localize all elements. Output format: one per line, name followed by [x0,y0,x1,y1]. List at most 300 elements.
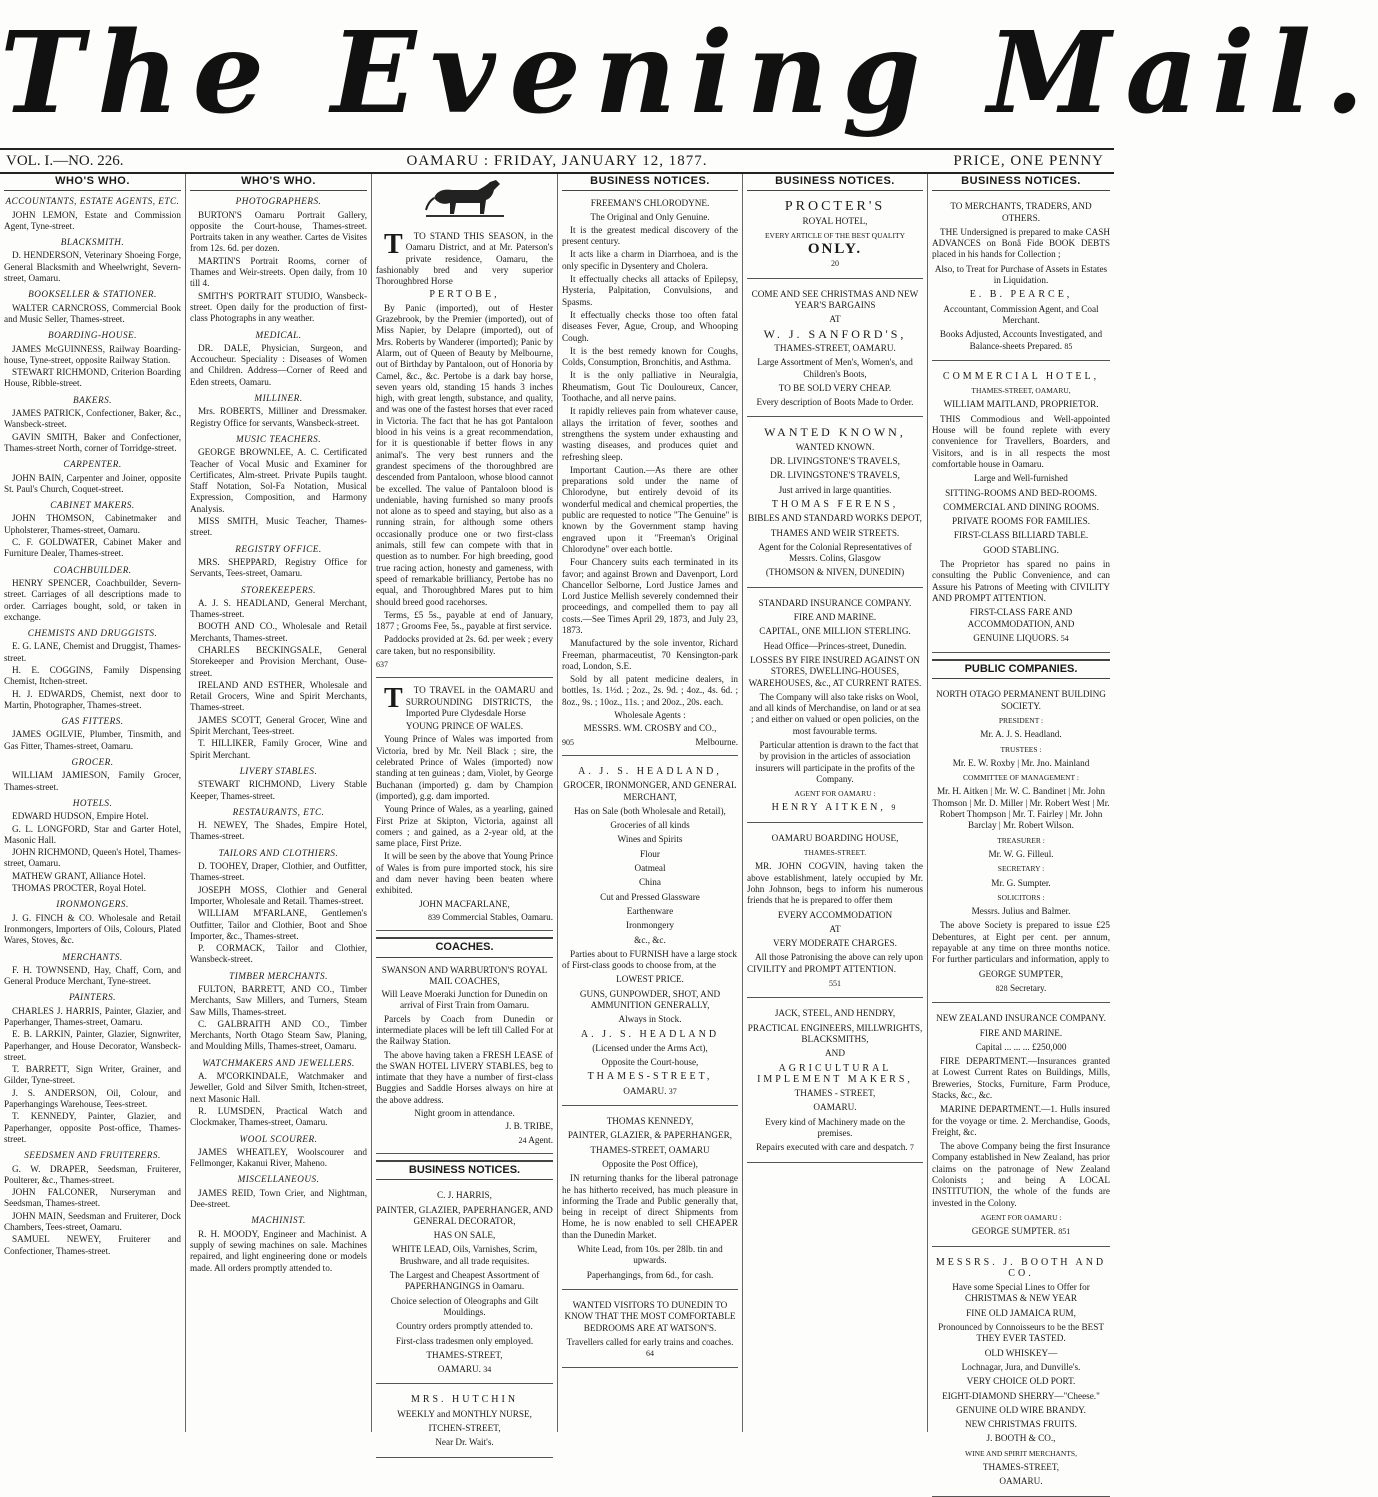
directory-entry: R. H. MOODY, Engineer and Machinist. A supply of sewing machines on sale. Machines repaired, and light engineering done or models made. All orders promptly attended to. [190,1228,367,1273]
directory-entry: JOHN FALCONER, Nurseryman and Seedsman, Thames-street. [4,1187,181,1209]
ad-line: Have some Special Lines to Offer for CHRISTMAS & NEW YEAR [952,1282,1090,1304]
ad-body: TO TRAVEL in the OAMARU and SURROUNDING DISTRICTS, the Imported Pure Clydesdale Horse [405,685,553,718]
drop-cap: T [384,229,403,260]
ad-line: NEW CHRISTMAS FRUITS. [965,1419,1077,1430]
directory-entry: C. F. GOLDWATER, Cabinet Maker and Furniture Dealer, Thames-street. [4,537,181,559]
directory-entry: D. TOOHEY, Draper, Clothier, and Outfitter, Thames-street. [190,861,367,883]
ad-key: 7 [909,1143,914,1153]
ad-body: WANTED VISITORS TO DUNEDIN TO KNOW THAT THE MOST COMFORTABLE BEDROOMS ARE AT WATSON'S. [564,1299,736,1333]
directory-entry: JAMES SCOTT, General Grocer, Wine and Spirit Merchant, Tees-street. [190,714,367,737]
office-label: TRUSTEES : [1000,744,1042,754]
ad-line: Every kind of Machinery made on the premises. [765,1116,905,1138]
signature: GEORGE SUMPTER, [978,968,1064,979]
ad-body: The above Company being the first Insurance Company established in New Zealand, has prior claims on the patronage of New Zealand Colonists ; and being A LOCAL INSTITUTION, the whole of the funds are invested in the Colony. [932,1141,1110,1208]
directory-list [190,196,367,1274]
trade-heading: TAILORS AND CLOTHIERS. [218,847,339,858]
directory-list [4,196,181,1257]
directory-entry: F. H. TOWNSEND, Hay, Chaff, Corn, and General Produce Merchant, Tyne-street. [4,964,181,987]
street: THAMES-STREET, [982,1462,1060,1473]
ad-title: TO MERCHANTS, TRADERS, AND OTHERS. [950,201,1092,223]
ad-line: Pronounced by Connoisseurs to be the BEST THEY EVER TASTED. [938,1322,1104,1344]
directory-entry: JAMES OGILVIE, Plumber, Tinsmith, and Gas Fitter, Thames-street, Oamaru. [4,729,181,751]
ad-chlorodyne [562,195,738,756]
ad-line: Parties about to FURNISH have a large stock of First-class goods to choose from, at the [562,948,737,971]
ad-paragraph: It is the greatest medical discovery of the present century. [562,224,738,247]
drop-cap: T [384,683,403,715]
directory-entry: D. HENDERSON, Veterinary Shoeing Forge, General Blacksmith and Wheelwright, Severn-street, Oamaru. [4,250,181,284]
ad-line: Country orders promptly attended to. [396,1321,533,1332]
terms: Terms, £5 5s., payable at end of January, 1877 ; Grooms Fee, 5s., payable at first service. [376,609,553,632]
ad-body: MR. JOHN COGVIN, having taken the above establishment, lately occupied by Mr. John Johnson, begs to inform his numerous friends that he is prepared to offer them [747,861,923,906]
agent-label: Agent. [528,1134,553,1145]
directory-entry: MRS. SHEPPARD, Registry Office for Servants, Tees-street, Oamaru. [190,556,367,579]
column-heading: BUSINESS NOTICES. [562,174,738,191]
directory-entry: CHARLES J. HARRIS, Painter, Glazier, and Paperhanger, Thames-street, Oamaru. [4,1005,181,1027]
trade-heading: PAINTERS. [69,992,116,1003]
ad-line: WHITE LEAD, Oils, Varnishes, Scrim, Brushware, and all trade requisites. [391,1244,538,1266]
ad-line: ITCHEN-STREET, [428,1423,501,1434]
directory-entry: HENRY SPENCER, Coachbuilder, Severn-street. Carriages of all descriptions made to order. Carriages bought, sold, or taken in exchange. [4,577,181,622]
ad-line: Also, to Treat for Purchase of Assets in Estates in Liquidation. [934,263,1108,286]
ad-line: First-class tradesmen only employed. [395,1335,534,1346]
amenity-line: GOOD STABLING. [983,544,1059,555]
amenities-list [932,473,1110,556]
goods-item: Cut and Pressed Glassware [600,891,700,902]
trade-heading: MEDICAL. [255,329,302,340]
directory-entry: T. HILLIKER, Family Grocer, Wine and Spirit Merchant. [190,738,367,760]
street: THAMES-STREET. [803,848,867,858]
prizes: Young Prince of Wales, as a yearling, gained First Prize at Skipton, Victoria, against all comers ; and gained, as a 2-year old, at the same place, First Prize. [376,804,553,849]
ad-line: FIRST-CLASS FARE AND ACCOMMODATION, AND [967,607,1075,629]
ad-subtitle: PAINTER, GLAZIER, & PAPERHANGER, [567,1130,733,1141]
ad-line: Every description of Boots Made to Order. [756,397,914,408]
ad-key: 54 [1060,633,1069,643]
ad-title: NORTH OTAGO PERMANENT BUILDING SOCIETY. [936,689,1106,711]
ad-key: 828 [995,983,1008,993]
amenity-line: Large and Well-furnished [974,473,1068,484]
directory-entry: JOHN MAIN, Seedsman and Fruiterer, Dock Chambers, Tees-street, Oamaru. [4,1210,181,1233]
amenity-line: PRIVATE ROOMS FOR FAMILIES. [951,516,1090,527]
goods-item: Flour [640,848,660,859]
horse-icon [420,176,510,226]
trade-heading: CARPENTER. [63,459,122,470]
agents-name: MESSRS. WM. CROSBY and CO., [583,723,717,734]
office-label: SOLICITORS : [997,892,1045,902]
directory-entry: J. G. FINCH & CO. Wholesale and Retail Ironmongers, Importers of Oils, Colours, Plated Wares, Stoves, &c. [4,912,181,946]
ad-kennedy [562,1110,738,1290]
signature: JOHN MACFARLANE, [419,898,510,909]
ad-subtitle: FIRE AND MARINE. [979,1027,1063,1038]
ad-key: 34 [483,1365,492,1375]
ad-paragraph: Sold by all patent medicine dealers, in bottles, 1s. 1½d. ; 2oz., 2s. 9d. ; 4oz., 4s. 6d. ; 8oz., 9s. ; 10oz., 11s. ; and 20oz., 20s. each. [562,674,738,707]
ad-procter [747,195,923,278]
ad-line: Will Leave Moeraki Junction for Dunedin on arrival of First Train from Oamaru. [381,989,548,1011]
ad-body: Particular attention is drawn to the fact that by provision in the articles of association insurers will participate in the profits of the Company. [755,739,919,784]
price: PRICE, ONE PENNY [953,153,1104,169]
ad-line: White Lead, from 10s. per 28lb. tin and upwards. [577,1244,723,1266]
directory-entry: JOSEPH MOSS, Clothier and General Importer, Wholesale and Retail. Thames-street. [190,884,367,906]
ad-title: JACK, STEEL, AND HENDRY, [774,1008,896,1019]
ad-line: DR. LIVINGSTONE'S TRAVELS, [770,470,900,481]
office-holder: Mr. H. Aitken | Mr. W. C. Bandinet | Mr. John Thomson | Mr. D. Miller | Mr. Robert West | Mr. Robert Thompson | Mr. T. Fairley | Mr. John Barclay | Mr. Robert Wilson. [932,786,1110,831]
amenity-line: FIRST-CLASS BILLIARD TABLE. [953,530,1089,541]
dateline [0,148,1114,174]
town: OAMARU. [999,1476,1043,1487]
goods-item: China [639,877,661,888]
ad-line: Near Dr. Wait's. [435,1437,494,1448]
ad-line: LOSSES BY FIRE INSURED AGAINST ON STORES, DWELLING-HOUSES, WAREHOUSES, &c., AT CURRENT RATES. [748,654,922,688]
seller-name: THOMAS FERENS, [771,498,899,510]
ad-line: Large Assortment of Men's, Women's, and Children's Boots, [757,357,913,379]
trade-heading: RESTAURANTS, ETC. [232,806,325,817]
ad-key: 851 [1058,1227,1071,1237]
ad-title: C. J. HARRIS, [437,1190,492,1201]
ad-line: WEEKLY and MONTHLY NURSE, [397,1408,532,1419]
ad-line: VERY MODERATE CHARGES. [773,938,897,949]
signature: E. B. PEARCE, [969,289,1073,301]
trade-heading: REGISTRY OFFICE. [235,543,322,554]
directory-entry: A. J. S. HEADLAND, General Merchant, Thames-street. [190,597,367,620]
ad-headland [562,760,738,1106]
directory-entry: BURTON'S Oamaru Portrait Gallery, opposite the Court-house, Thames-street. Portraits taken in any weather. Cartes de Visites from 12s. 6d. per dozen. [190,209,367,254]
ad-title: NEW ZEALAND INSURANCE COMPANY. [936,1013,1106,1024]
ad-commercial-hotel [932,365,1110,653]
amenity-line: SITTING-ROOMS AND BED-ROOMS. [945,487,1097,498]
trade-heading: BLACKSMITH. [60,237,125,248]
directory-entry: R. LUMSDEN, Practical Watch and Clockmaker, Thames-street, Oamaru. [190,1105,367,1128]
directory-entry: C. GALBRAITH AND CO., Timber Merchants, North Otago Steam Saw, Planing, and Moulding Mills, Thames-street, Oamaru. [190,1018,367,1052]
column-business-5 [742,174,927,1432]
directory-entry: FULTON, BARRETT, AND CO., Timber Merchants, Saw Millers, and Turners, Steam Saw Mills, Thames-street. [190,984,367,1017]
office-holder: Mr. G. Sumpter. [991,877,1051,888]
directory-entry: P. CORMACK, Tailor and Clothier, Wansbeck-street. [190,943,367,965]
trade-heading: CHEMISTS AND DRUGGISTS. [27,628,158,639]
ad-title: OAMARU BOARDING HOUSE, [771,832,899,843]
column-advertisements-3 [371,174,557,1448]
directory-entry: WALTER CARNCROSS, Commercial Book and Music Seller, Thames-street. [4,302,181,324]
ad-key: 64 [646,1349,654,1359]
ad-key: 24 [518,1135,527,1145]
ad-paragraph: It effectually checks all attacks of Epilepsy, Hysteria, Palpitation, Convulsions, and Spasms. [562,274,738,307]
ad-subtitle: ROYAL HOTEL, [802,215,868,226]
ad-line: COME AND SEE CHRISTMAS AND NEW YEAR'S BARGAINS [751,288,919,311]
directory-entry: E. B. LARKIN, Painter, Glazier, Signwriter, Paperhanger, and House Decorator, Wansbeck-street. [4,1029,181,1062]
town: OAMARU. [813,1102,857,1113]
ad-line: PAINTER, GLAZIER, PAPERHANGER, AND GENERAL DECORATOR, [376,1204,553,1226]
ad-body: All those Patronising the above can rely upon CIVILITY and PROMPT ATTENTION. [747,952,923,974]
ad-key: 905 [562,737,574,747]
office-label: SECRETARY : [997,864,1045,874]
section-heading-business: BUSINESS NOTICES. [376,1160,553,1180]
trade-heading: COACHBUILDER. [53,564,132,575]
directory-entry: WILLIAM JAMIESON, Family Grocer, Thames-street. [4,770,181,792]
town: OAMARU. [437,1364,481,1375]
trade-heading: CABINET MAKERS. [50,500,135,511]
ad-line: OLD WHISKEY— [984,1347,1058,1358]
ad-body: THIS Commodious and Well-appointed House will be found replete with every convenience for Travellers, Boarders, and Visitors, and is in all respects the most comfortable house in Oamaru. [932,413,1110,469]
ad-line: Travellers called for early trains and coaches. [566,1336,734,1347]
ad-title: PROCTER'S [784,199,886,215]
ad-key: 20 [831,259,839,269]
column-heading: BUSINESS NOTICES. [932,174,1110,191]
goods-item: Groceries of all kinds [610,820,690,831]
ad-body: The above Society is prepared to issue £25 Debentures, at Eight per cent. per annum, repayable at any time on three months notice. For further particulars and information, apply to [932,920,1110,965]
directory-entry: JOHN RICHMOND, Queen's Hotel, Thames-street, Oamaru. [4,847,181,869]
directory-entry: H. J. EDWARDS, Chemist, next door to Martin, Photographer, Thames-street. [4,688,181,710]
directory-entry: EDWARD HUDSON, Empire Hotel. [12,811,149,822]
trade-heading: BOARDING-HOUSE. [48,330,137,341]
address: Commercial Stables, Oamaru. [442,911,553,922]
ad-title: COMMERCIAL HOTEL, [942,370,1100,382]
ad-line: AND [825,1048,845,1059]
ad-line: Opposite the Court-house, [601,1057,699,1068]
signature: A. J. S. HEADLAND [580,1028,720,1040]
directory-entry: JOHN THOMSON, Cabinetmaker and Upholsterer, Thames-street, Oamaru. [4,513,181,535]
amenity-line: COMMERCIAL AND DINING ROOMS. [943,501,1099,512]
ad-line: BIBLES AND STANDARD WORKS DEPOT, [748,513,922,524]
trade-heading: IRONMONGERS. [56,899,129,910]
ad-young-prince [376,682,553,931]
ad-building-society [932,683,1110,1003]
directory-entry: CHARLES BECKINGSALE, General Storekeeper and Provision Merchant, Ouse-street. [190,644,367,678]
trade-heading: STOREKEEPERS. [241,584,316,595]
trade-heading: BOOKSELLER & STATIONER. [28,289,157,300]
office-holder: Mr. W. G. Filleul. [988,848,1054,859]
ad-pertobe [376,228,553,678]
ad-line: The Largest and Cheapest Assortment of PAPERHANGINGS in Oamaru. [389,1270,540,1292]
street: THAMES - STREET, [794,1088,876,1099]
ad-line: Books Adjusted, Accounts Investigated, and Balance-sheets Prepared. [939,329,1103,351]
goods-item: Ironmongery [626,920,674,931]
ad-line: AT [829,314,841,325]
directory-entry: MARTIN'S Portrait Rooms, corner of Thames and Weir-streets. Open daily, from 10 till 4. [190,255,367,289]
ad-paragraph: It is the only palliative in Neuralgia, Rheumatism, Gout Tic Douloureux, Cancer, Toothache, and all nerve pains. [562,370,738,404]
ad-paragraph: It acts like a charm in Diarrhoea, and is the only specific in Dysentery and Cholera. [562,249,738,271]
trade-heading: MILLINER. [254,393,303,404]
pedigree: By Panic (imported), out of Hester Grazebrook, by the Premier (imported), out of Miss Napier, by Delapre (imported), out of Mrs. Roberts by Wanderer (imported); Panic by Alarm, out of Queen of Beauty by Melbourne, out of Birthday by Pantaloon, out of Honoria by Camel, &c., &c. Pertobe is a dark bay horse, seven years old, standing 15 hands 3 inches high, with great length, substance, and quality, and was one of the fastest horses that ever raced in Victoria. The fact that he has got Pantaloon blood in his veins is a great recommendation, for it is questionable if better flows in any animal's. The very best runners and the grandest specimens of the thoroughbred are descended from Pantaloon, whose blood cannot be excelled. The value of Pantaloon blood is undeniable, having furnished so many proofs not alone as to speed and staying, but also as a running strain, for although some others occasionally produce one or two first-class animals, still few can compete with that in question as to number. For high breeding, good true racing action, honesty and gameness, with speed of remarkable brilliancy, Pertobe has no equal, and Thoroughbred Mares put to him should breed good racehorses. [376,302,553,607]
section-heading-coaches: COACHES. [376,937,553,957]
ad-paragraph: It is the best remedy known for Coughs, Colds, Consumption, Bronchitis, and Asthma. [562,345,738,368]
ad-line: Paperhangings, from 6d., for cash. [586,1269,714,1280]
ad-subtitle: The Original and Only Genuine. [590,211,710,222]
masthead [0,0,1378,148]
ad-key: 551 [829,979,841,989]
ad-subtitle: WANTED KNOWN. [795,441,875,452]
ad-line: Parcels by Coach from Dunedin or intermediate places will be left till Called For at the Railway Station. [376,1013,553,1047]
ad-title: WANTED KNOWN, [764,425,906,440]
ad-line: Head Office—Princes-street, Dunedin. [763,640,907,651]
ad-line: Always in Stock. [618,1014,682,1025]
directory-entry: T. BARRETT, Sign Writer, Grainer, and Gilder, Tyne-street. [4,1064,181,1086]
proprietor: WILLIAM MAITLAND, PROPRIETOR. [943,399,1099,410]
ad-body: The Company will also take risks on Wool, and all kinds of Merchandise, on land or at sea ; and either on valued or open policies, on the most favourable terms. [749,691,921,736]
ad-booth [932,1251,1110,1497]
ad-line: LOWEST PRICE. [616,974,684,985]
ad-line: HAS ON SALE, [433,1230,496,1241]
column-whos-who-2 [185,174,371,1432]
street: THAMES-STREET, OAMARU. [774,342,896,353]
ad-subtitle: GROCER, IRONMONGER, AND GENERAL MERCHANT, [563,780,737,802]
ad-line: Repairs executed with care and despatch. [756,1142,908,1153]
office-label: PRESIDENT : [998,715,1044,725]
ad-paragraph: Four Chancery suits each terminated in its favor; and against Brown and Davenport, Lord Chancellor Selborne, Lord Justice James and Lord Justice Mellish severely condemned their proceedings, and compelled them to pay all costs.—See Times April 29, 1873, and July 23, 1873. [562,557,738,635]
ad-line: GUNS, GUNPOWDER, SHOT, AND AMMUNITION GENERALLY, [579,988,721,1010]
ad-line: EVERY ARTICLE OF THE BEST QUALITY [764,230,906,240]
trade-heading: MACHINIST. [251,1215,306,1226]
ad-wanted-known [747,421,923,587]
trade-heading: LIVERY STABLES. [239,765,318,776]
ad-line: DR. LIVINGSTONE'S TRAVELS, [770,456,900,467]
section-heading-public: PUBLIC COMPANIES. [932,659,1110,679]
ad-merchants [932,195,1110,361]
directory-entry: STEWART RICHMOND, Livery Stable Keeper, Thames-street. [190,779,367,801]
ad-key: 85 [1064,341,1073,351]
ad-line: THAMES-STREET, [426,1349,503,1360]
directory-entry: H. E. COGGINS, Family Dispensing Chemist, Itchen-street. [4,664,181,687]
trade-heading: GAS FITTERS. [61,716,124,727]
ad-emphasis: ONLY. [807,241,863,258]
ad-body: THE Undersigned is prepared to make CASH ADVANCES on Bonâ Fide BOOK DEBTS placed in his hands for Collection ; [932,226,1110,260]
directory-entry: BOOTH AND CO., Wholesale and Retail Merchants, Thames-street. [190,621,367,643]
goods-item: Oatmeal [634,863,666,874]
volume-number: VOL. I.—NO. 226. [6,153,124,169]
directory-entry: Mrs. ROBERTS, Milliner and Dressmaker. Registry Office for servants, Wansbeck-street. [190,406,367,428]
column-heading: WHO'S WHO. [190,174,367,191]
ad-line: GENUINE LIQUORS. [973,632,1059,643]
ad-line: Has on Sale (both Wholesale and Retail), [574,805,726,816]
street: THAMES-STREET, OAMARU [590,1144,710,1155]
column-heading: BUSINESS NOTICES. [747,174,923,191]
directory-entry: WILLIAM M'FARLANE, Gentlemen's Outfitter, Tailor and Clothier, Boot and Shoe Importer, &c., Thames-street. [190,908,367,941]
ad-line: THAMES AND WEIR STREETS. [770,527,900,538]
ad-key: 637 [376,659,388,669]
directory-entry: THOMAS PROCTER, Royal Hotel. [12,883,146,894]
column-heading: WHO'S WHO. [4,174,181,191]
ad-watson [562,1294,738,1368]
trade-heading: WOOL SCOURER. [239,1133,318,1144]
trade-heading: MUSIC TEACHERS. [235,433,322,444]
directory-entry: JAMES McGUINNESS, Railway Boarding-house, Tyne-street, opposite Railway Station. [4,343,181,365]
ad-line: (THOMSON & NIVEN, DUNEDIN) [765,567,905,578]
ad-line: Lochnagar, Jura, and Dunville's. [961,1361,1081,1372]
column-business-6 [927,174,1114,1487]
ad-harris [376,1184,553,1384]
directory-entry: JAMES WHEATLEY, Woolscourer and Fellmonger, Kakanui River, Maheno. [190,1146,367,1169]
ad-title: THOMAS KENNEDY, [606,1116,694,1127]
ad-subtitle: FIRE AND MARINE. [793,612,877,623]
ad-line: Agent for the Colonial Representatives of Messrs. Colins, Glasgow [758,541,912,564]
ad-boarding-house [747,827,923,999]
agent-label: AGENT FOR OAMARU : [794,789,876,799]
goods-item: &c., &c. [634,934,666,945]
directory-entry: G. L. LONGFORD, Star and Garter Hotel, Masonic Hall. [4,823,181,845]
directory-entry: H. NEWEY, The Shades, Empire Hotel, Thames-street. [190,820,367,842]
trade-heading: SEEDSMEN AND FRUITERERS. [24,1150,161,1161]
ad-line: Capital ... ... ... £250,000 [975,1041,1067,1052]
ad-title: MRS. HUTCHIN [410,1394,519,1406]
office-holder: Messrs. Julius and Balmer. [971,906,1071,917]
column-business-4 [557,174,742,1432]
ad-title: A. J. S. HEADLAND, [578,765,722,777]
horse-name: PERTOBE, [429,289,500,301]
directory-entry: SAMUEL NEWEY, Fruiterer and Confectioner, Thames-street. [4,1234,181,1256]
directory-entry: JOHN BAIN, Carpenter and Joiner, opposite St. Paul's Church, Coquet-street. [4,472,181,494]
issue-date: OAMARU : FRIDAY, JANUARY 12, 1877. [406,153,708,169]
ad-paragraph: It effectually checks those too often fatal diseases Fever, Ague, Croup, and Whooping Cough. [562,309,738,343]
ad-title: W. J. SANFORD'S, [763,326,907,341]
directory-entry: J. S. ANDERSON, Oil, Colour, and Paperhangings Warehouse, Tees-street. [4,1087,181,1110]
trade-heading: MERCHANTS. [62,951,123,962]
signature: J. BOOTH & CO., [986,1433,1056,1444]
ad-paragraph: Important Caution.—As there are other preparations sold under the name of Chlorodyne, but entirely devoid of its wonderful medical and chemical properties, the public are requested to notice "The Genuine" is known by the Government stamp having engraved upon it "Freeman's Original Chlorodyne" over each bottle. [562,464,738,554]
ad-line: VERY CHOICE OLD PORT. [966,1376,1076,1387]
street: THAMES-STREET, [587,1071,713,1083]
ad-line: CAPITAL, ONE MILLION STERLING. [759,626,911,637]
directory-entry: JOHN LEMON, Estate and Commission Agent, Tyne-street. [4,209,181,231]
ad-line: Opposite the Post Office), [602,1158,698,1169]
trade-heading: TIMBER MERCHANTS. [229,970,328,981]
ad-line: GENUINE OLD WIRE BRANDY. [956,1404,1086,1415]
ad-paragraph: It rapidly relieves pain from whatever cause, allays the irritation of fever, soothes and strengthens the system under exhausting and wasting diseases, and produces quiet and refreshing sleep. [562,406,738,462]
directory-entry: A. M'CORKINDALE, Watchmaker and Jeweller, Gold and Silver Smith, Itchen-street, next Masonic Hall. [190,1071,367,1104]
directory-entry: T. KENNEDY, Painter, Glazier, and Paperhanger, opposite Post-office, Thames-street. [4,1111,181,1144]
signature-role: Secretary. [1009,982,1047,993]
directory-entry: DR. DALE, Physician, Surgeon, and Accoucheur. Speciality : Diseases of Women and Children. Address—Corner of Reed and Eden streets, Oamaru. [190,342,367,387]
ad-key: 839 [427,912,440,922]
ad-line: (Licensed under the Arms Act), [592,1042,708,1053]
directory-entry: MISS SMITH, Music Teacher, Thames-street. [190,516,367,538]
column-whos-who-1 [0,174,185,1432]
goods-item: Earthenware [626,905,674,916]
horse-name: YOUNG PRINCE OF WALES. [405,721,524,732]
office-holder: Mr. E. W. Roxby | Mr. Jno. Mainland [952,757,1090,768]
office-label: COMMITTEE OF MANAGEMENT : [963,773,1079,783]
ad-body: TO STAND THIS SEASON, in the Oamaru District, and at Mr. Paterson's private residence, Oamaru, the fashionably bred and very superior Thoroughbred Horse [376,231,553,287]
ad-line: PRACTICAL ENGINEERS, MILLWRIGHTS, BLACKSMITHS, [747,1022,923,1044]
paddocks: Paddocks provided at 2s. 6d. per week ; every care taken, but no responsibility. [376,634,553,656]
directory-entry: GEORGE BROWNLEE, A. C. Certificated Teacher of Vocal Music and Examiner for Certificates, Alm-street. Private Pupils taught. Staff Notation, Sol-Fa Notation, Musical Expression, Composition, and Harmony Analysis. [190,447,367,514]
ad-line: Night groom in attendance. [414,1108,515,1119]
directory-entry: MATHEW GRANT, Alliance Hotel. [12,870,146,881]
directory-entry: STEWART RICHMOND, Criterion Boarding House, Ribble-street. [4,367,181,389]
trade-heading: MISCELLANEOUS. [237,1174,320,1185]
agent-name: GEORGE SUMPTER. [971,1226,1056,1237]
ad-line: EIGHT-DIAMOND SHERRY—"Cheese." [942,1390,1100,1401]
signature-role: WINE AND SPIRIT MERCHANTS, [965,1448,1077,1458]
ad-title: FREEMAN'S CHLORODYNE. [590,198,710,209]
signature: J. B. TRIBE, [505,1121,553,1132]
directory-entry: E. G. LANE, Chemist and Druggist, Thames-street. [4,641,181,663]
ad-body: IN returning thanks for the liberal patronage he has hitherto received, has much pleasure in informing the Trade and Public generally that, being in receipt of direct Shipments from Home, he is now enabled to sell CHEAPER than the Dunedin Market. [562,1173,738,1240]
trade-heading: ACCOUNTANTS, ESTATE AGENTS, ETC. [5,196,180,207]
ad-title: SWANSON AND WARBURTON'S ROYAL MAIL COACHES, [381,964,548,986]
goods-list [562,820,738,946]
ad-sanford [747,283,923,418]
pedigree: Young Prince of Wales was imported from Victoria, bred by Mr. Neil Black ; sire, the celebrated Prince of Wales (imported) now standing at ten guineas ; dam, Violet, by George Buchanan (imported) g. dam by Champion (imported), g.g. dam imported. [376,734,553,801]
ad-body: The Proprietor has spared no pains in consulting the Public Convenience, and can Assure his Patrons of Meeting with CIVILITY AND PROMPT ATTENTION. [932,559,1110,603]
ad-key: 9 [891,803,899,813]
ad-paragraphs [562,225,738,708]
ad-paragraph: Manufactured by the sole inventor, Richard Freeman, pharmaceutist, 70 Kensington-park road, London, S.E. [562,638,738,671]
trade-heading: WATCHMAKERS AND JEWELLERS. [202,1057,355,1068]
ad-jack-steel-hendry [747,1002,923,1162]
directory-entry: JAMES PATRICK, Confectioner, Baker, &c., Wansbeck-street. [4,408,181,430]
agents-label: Wholesale Agents : [614,710,686,721]
ad-line: EVERY ACCOMMODATION [777,909,893,920]
office-holder: Mr. A. J. S. Headland. [980,729,1062,740]
ad-nz-insurance [932,1007,1110,1246]
ad-line: Just arrived in large quantities. [778,484,892,495]
